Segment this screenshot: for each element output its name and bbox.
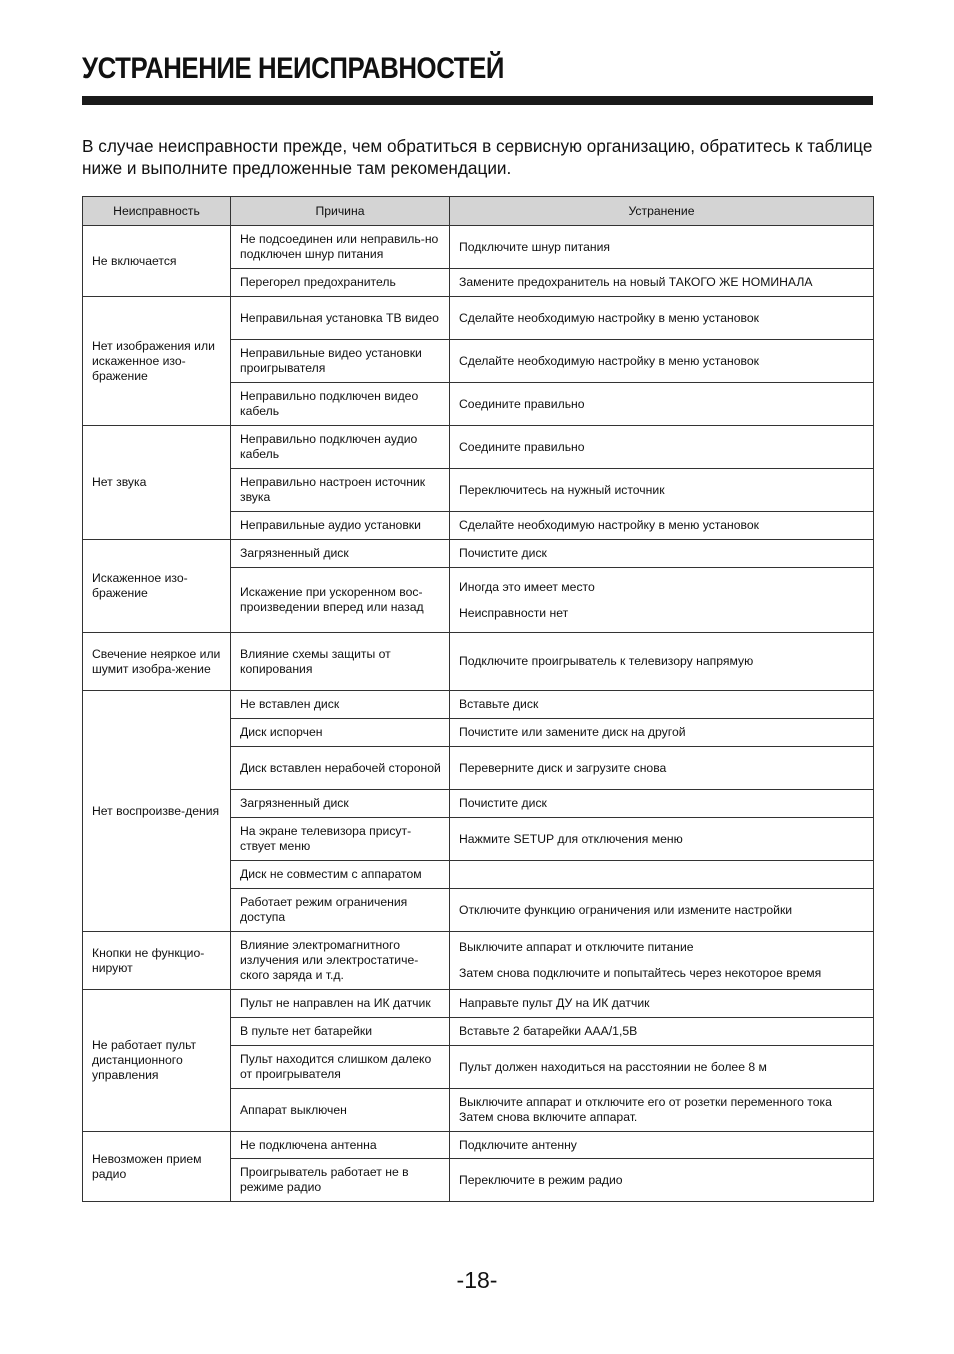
fix-cell <box>450 889 874 932</box>
cause-cell: Диск вставлен нерабочей стороной <box>231 747 450 790</box>
problem-cell: Нет звука <box>83 426 231 540</box>
cause-cell: Неправильные аудио установки <box>231 512 450 540</box>
fix-line: Пульт должен находиться на расстоянии не более 8 м <box>459 1059 767 1074</box>
table-body <box>83 226 874 1202</box>
problem-cell: Свечение неяркое или шумит изобра-жение <box>83 633 231 691</box>
table-row <box>83 1132 874 1159</box>
fix-line: Замените предохранитель на новый ТАКОГО ЖЕ НОМИНАЛА <box>459 275 813 289</box>
cause-cell: Пульт находится слишком далеко от проигрывателя <box>231 1046 450 1089</box>
cause-cell: Загрязненный диск <box>231 790 450 818</box>
fix-line: Соедините правильно <box>459 439 585 454</box>
cause-cell: Работает режим ограничения доступа <box>231 889 450 932</box>
page-number: -18- <box>456 1267 498 1293</box>
fix-line: Направьте пульт ДУ на ИК датчик <box>459 996 650 1010</box>
cause-cell: Неправильные видео установки проигрывателя <box>231 340 450 383</box>
cause-cell: Влияние схемы защиты от копирования <box>231 633 450 691</box>
title-underline <box>82 96 873 105</box>
intro-paragraph: В случае неисправности прежде, чем обратиться в сервисную организацию, обратитесь к таблице ниже и выполните предложенные там рекомендации. <box>82 136 873 178</box>
cause-cell: Неправильно настроен источник звука <box>231 469 450 512</box>
fix-cell <box>450 1046 874 1089</box>
table-row <box>83 990 874 1018</box>
cause-cell: В пульте нет батарейки <box>231 1018 450 1046</box>
fix-line: Выключите аппарат и отключите его от розетки переменного тока Затем снова включите аппарат. <box>459 1095 832 1124</box>
fix-line: Неисправности нет <box>459 605 569 620</box>
problem-cell: Кнопки не функцио-нируют <box>83 932 231 990</box>
cause-cell: Проигрыватель работает не в режиме радио <box>231 1159 450 1202</box>
cause-cell: Загрязненный диск <box>231 540 450 568</box>
fix-line: Переключите в режим радио <box>459 1172 623 1187</box>
fix-line: Переключитесь на нужный источник <box>459 482 665 497</box>
fix-cell <box>450 1018 874 1046</box>
fix-cell <box>450 691 874 719</box>
header-cause: Причина <box>231 197 450 226</box>
cause-cell: Не подключена антенна <box>231 1132 450 1159</box>
fix-line: Иногда это имеет место <box>459 579 595 594</box>
fix-cell <box>450 426 874 469</box>
fix-line: Подключите проигрыватель к телевизору напрямую <box>459 654 754 668</box>
table-row <box>83 426 874 469</box>
fix-cell <box>450 1089 874 1132</box>
cause-cell: Диск не совместим с аппаратом <box>231 861 450 889</box>
fix-line: Сделайте необходимую настройку в меню установок <box>459 353 759 368</box>
fix-cell <box>450 990 874 1018</box>
problem-cell: Не включается <box>83 226 231 297</box>
fix-line: Почистите диск <box>459 796 547 810</box>
fix-cell <box>450 1132 874 1159</box>
problem-cell: Нет изображения или искаженное изо-бражение <box>83 297 231 426</box>
fix-line: Почистите или замените диск на другой <box>459 725 686 739</box>
fix-cell <box>450 269 874 297</box>
fix-cell <box>450 633 874 691</box>
fix-cell <box>450 747 874 790</box>
cause-cell: Диск испорчен <box>231 719 450 747</box>
fix-cell <box>450 719 874 747</box>
fix-line: Соедините правильно <box>459 396 585 411</box>
cause-cell: Неправильно подключен видео кабель <box>231 383 450 426</box>
problem-cell: Искаженное изо-бражение <box>83 540 231 633</box>
problem-cell: Нет воспроизве-дения <box>83 691 231 932</box>
header-fix: Устранение <box>450 197 874 226</box>
cause-cell: Аппарат выключен <box>231 1089 450 1132</box>
fix-cell <box>450 790 874 818</box>
fix-line: Отключите функцию ограничения или измените настройки <box>459 902 793 917</box>
fix-cell <box>450 540 874 568</box>
problem-cell: Не работает пульт дистанционного управления <box>83 990 231 1132</box>
fix-line: Выключите аппарат и отключите питание <box>459 940 694 954</box>
fix-cell <box>450 469 874 512</box>
fix-line: Вставьте 2 батарейки AAA/1,5В <box>459 1024 638 1038</box>
table-row <box>83 932 874 990</box>
table-row <box>83 540 874 568</box>
page-title: УСТРАНЕНИЕ НЕИСПРАВНОСТЕЙ <box>82 52 504 85</box>
problem-cell: Невозможен прием радио <box>83 1132 231 1202</box>
fix-cell <box>450 932 874 990</box>
troubleshooting-table <box>82 196 874 1202</box>
cause-cell: На экране телевизора присут-ствует меню <box>231 818 450 861</box>
table-row <box>83 691 874 719</box>
cause-cell: Влияние электромагнитного излучения или электростатиче-ского заряда и т.д. <box>231 932 450 990</box>
fix-cell <box>450 226 874 269</box>
fix-line: Переверните диск и загрузите снова <box>459 760 667 775</box>
cause-cell: Искажение при ускоренном вос-произведении вперед или назад <box>231 568 450 633</box>
fix-line: Сделайте необходимую настройку в меню установок <box>459 518 759 532</box>
cause-cell: Неправильная установка ТВ видео <box>231 297 450 340</box>
table-row <box>83 633 874 691</box>
fix-cell <box>450 861 874 889</box>
cause-cell: Перегорел предохранитель <box>231 269 450 297</box>
fix-cell <box>450 568 874 633</box>
header-problem: Неисправность <box>83 197 231 226</box>
cause-cell: Не вставлен диск <box>231 691 450 719</box>
fix-cell <box>450 297 874 340</box>
fix-cell <box>450 340 874 383</box>
fix-line: Подключите шнур питания <box>459 239 610 254</box>
cause-cell: Пульт не направлен на ИК датчик <box>231 990 450 1018</box>
table-header-row <box>83 197 874 226</box>
cause-cell: Неправильно подключен аудио кабель <box>231 426 450 469</box>
table-row <box>83 226 874 269</box>
fix-line: Вставьте диск <box>459 697 539 711</box>
fix-line: Нажмите SETUP для отключения меню <box>459 831 683 846</box>
fix-line: Почистите диск <box>459 546 547 560</box>
fix-cell <box>450 512 874 540</box>
table-row <box>83 297 874 340</box>
fix-cell <box>450 383 874 426</box>
fix-cell <box>450 818 874 861</box>
fix-line: Подключите антенну <box>459 1137 577 1152</box>
fix-cell <box>450 1159 874 1202</box>
cause-cell: Не подсоединен или неправиль-но подключен шнур питания <box>231 226 450 269</box>
fix-line: Затем снова подключите и попытайтесь через некоторое время <box>459 966 822 980</box>
fix-line: Сделайте необходимую настройку в меню установок <box>459 310 759 325</box>
